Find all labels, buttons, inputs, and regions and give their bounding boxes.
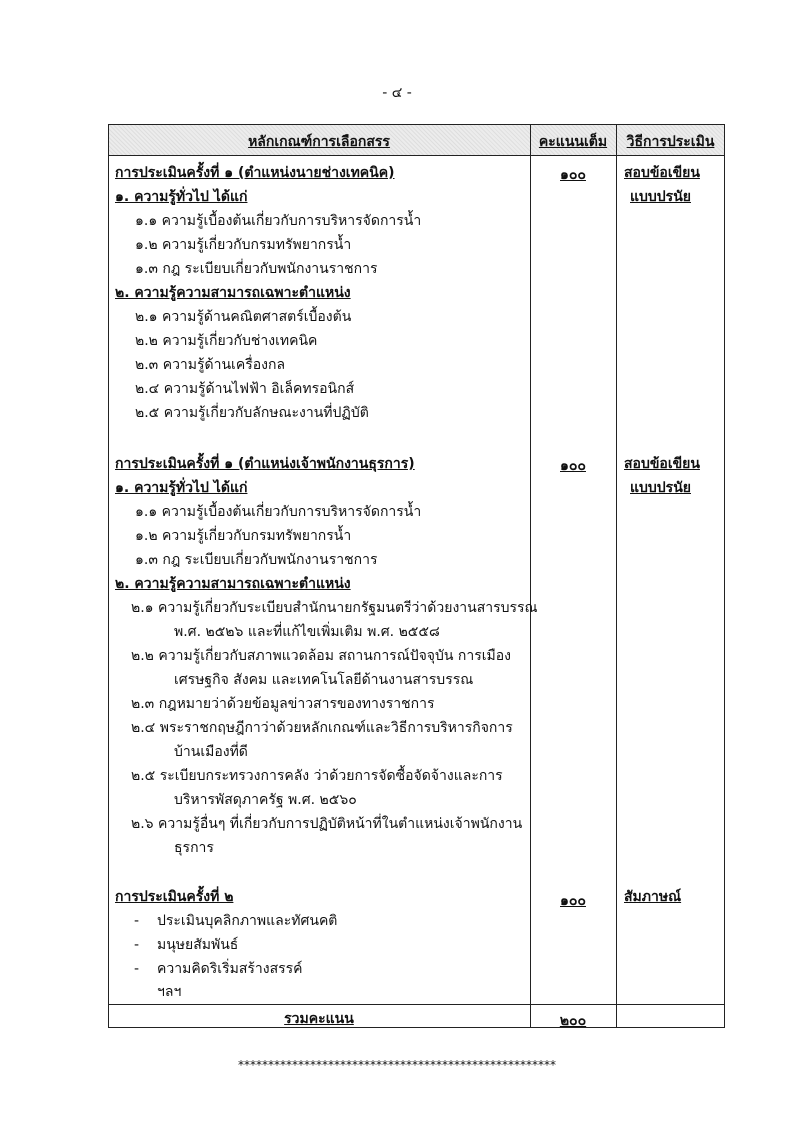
section1-method-line2: แบบปรนัย: [630, 189, 691, 205]
section3-method: สัมภาษณ์: [624, 889, 682, 905]
section1-group1-title: ๑. ความรู้ทั่วไป ได้แก่: [115, 189, 248, 205]
section1-score: ๑๐๐: [560, 167, 586, 183]
total-label: รวมคะแนน: [284, 1011, 354, 1027]
header-criteria: หลักเกณฑ์การเลือกสรร: [248, 134, 390, 150]
column-divider: [616, 124, 617, 1028]
list-item: ๒.๑ ความรู้ด้านคณิตศาสตร์เบื้องต้น: [135, 309, 352, 325]
list-item: ๒.๖ ความรู้อื่นๆ ที่เกี่ยวกับการปฏิบัติหน้าที่ในตำแหน่งเจ้าพนักงาน: [131, 816, 523, 832]
list-item: ความคิดริเริ่มสร้างสรรค์: [157, 961, 303, 977]
section2-method-line2: แบบปรนัย: [630, 480, 691, 496]
list-item: ๒.๑ ความรู้เกี่ยวกับระเบียบสำนักนายกรัฐมนตรีว่าด้วยงานสารบรรณ: [131, 600, 538, 616]
section3-score: ๑๐๐: [560, 893, 586, 909]
section2-method-line1: สอบข้อเขียน: [624, 456, 700, 472]
list-item-continued: บ้านเมืองที่ดี: [174, 744, 248, 760]
list-item: ๑.๑ ความรู้เบื้องต้นเกี่ยวกับการบริหารจัดการน้ำ: [135, 213, 422, 229]
list-item: ๑.๑ ความรู้เบื้องต้นเกี่ยวกับการบริหารจัดการน้ำ: [135, 504, 422, 520]
bullet: -: [134, 937, 140, 953]
header-full-score: คะแนนเต็ม: [538, 134, 608, 150]
list-item: ๑.๓ กฎ ระเบียบเกี่ยวกับพนักงานราชการ: [135, 261, 378, 277]
section2-group2-title: ๒. ความรู้ความสามารถเฉพาะตำแหน่ง: [115, 576, 351, 592]
section2-score: ๑๐๐: [560, 458, 586, 474]
total-divider: [108, 1004, 725, 1005]
header-divider: [108, 155, 725, 156]
list-item: ๒.๓ กฎหมายว่าด้วยข้อมูลข่าวสารของทางราชการ: [131, 696, 435, 712]
list-item: ๒.๒ ความรู้เกี่ยวกับสภาพแวดล้อม สถานการณ์ปัจจุบัน การเมือง: [131, 648, 512, 664]
section1-method-line1: สอบข้อเขียน: [624, 165, 700, 181]
list-item-continued: ธุรการ: [174, 840, 214, 856]
list-item: ประเมินบุคลิกภาพและทัศนคติ: [157, 913, 338, 929]
list-item: ๒.๕ ระเบียบกระทรวงการคลัง ว่าด้วยการจัดซื้อจัดจ้างและการ: [131, 768, 503, 784]
section2-title: การประเมินครั้งที่ ๑ (ตำแหน่งเจ้าพนักงานธุรการ): [115, 456, 415, 472]
etc-text: ฯลฯ: [157, 984, 182, 1000]
list-item: ๒.๓ ความรู้ด้านเครื่องกล: [135, 357, 286, 373]
list-item-continued: พ.ศ. ๒๕๒๖ และที่แก้ไขเพิ่มเติม พ.ศ. ๒๕๕๘: [174, 624, 440, 640]
list-item: มนุษยสัมพันธ์: [157, 937, 239, 953]
list-item: ๑.๓ กฎ ระเบียบเกี่ยวกับพนักงานราชการ: [135, 552, 378, 568]
section1-title: การประเมินครั้งที่ ๑ (ตำแหน่งนายช่างเทคนิค): [115, 165, 395, 181]
section1-group2-title: ๒. ความรู้ความสามารถเฉพาะตำแหน่ง: [115, 285, 351, 301]
bullet: -: [134, 913, 140, 929]
list-item: ๒.๕ ความรู้เกี่ยวกับลักษณะงานที่ปฏิบัติ: [135, 405, 369, 421]
list-item: ๒.๒ ความรู้เกี่ยวกับช่างเทคนิค: [135, 333, 318, 349]
section3-title: การประเมินครั้งที่ ๒: [115, 889, 234, 905]
header-method: วิธีการประเมิน: [626, 134, 715, 150]
bullet: -: [134, 961, 140, 977]
section2-group1-title: ๑. ความรู้ทั่วไป ได้แก่: [115, 480, 248, 496]
total-score: ๒๐๐: [559, 1013, 587, 1029]
list-item-continued: บริหารพัสดุภาครัฐ พ.ศ. ๒๕๖๐: [174, 792, 357, 808]
page-number: - ๔ -: [382, 85, 412, 101]
list-item: ๒.๔ ความรู้ด้านไฟฟ้า อิเล็คทรอนิกส์: [135, 381, 355, 397]
list-item-continued: เศรษฐกิจ สังคม และเทคโนโลยีด้านงานสารบรรณ: [174, 672, 474, 688]
list-item: ๒.๔ พระราชกฤษฎีกาว่าด้วยหลักเกณฑ์และวิธีการบริหารกิจการ: [131, 720, 513, 736]
list-item: ๑.๒ ความรู้เกี่ยวกับกรมทรัพยากรน้ำ: [135, 528, 352, 544]
footer-stars: *****************************************************: [238, 1058, 556, 1072]
list-item: ๑.๒ ความรู้เกี่ยวกับกรมทรัพยากรน้ำ: [135, 237, 352, 253]
